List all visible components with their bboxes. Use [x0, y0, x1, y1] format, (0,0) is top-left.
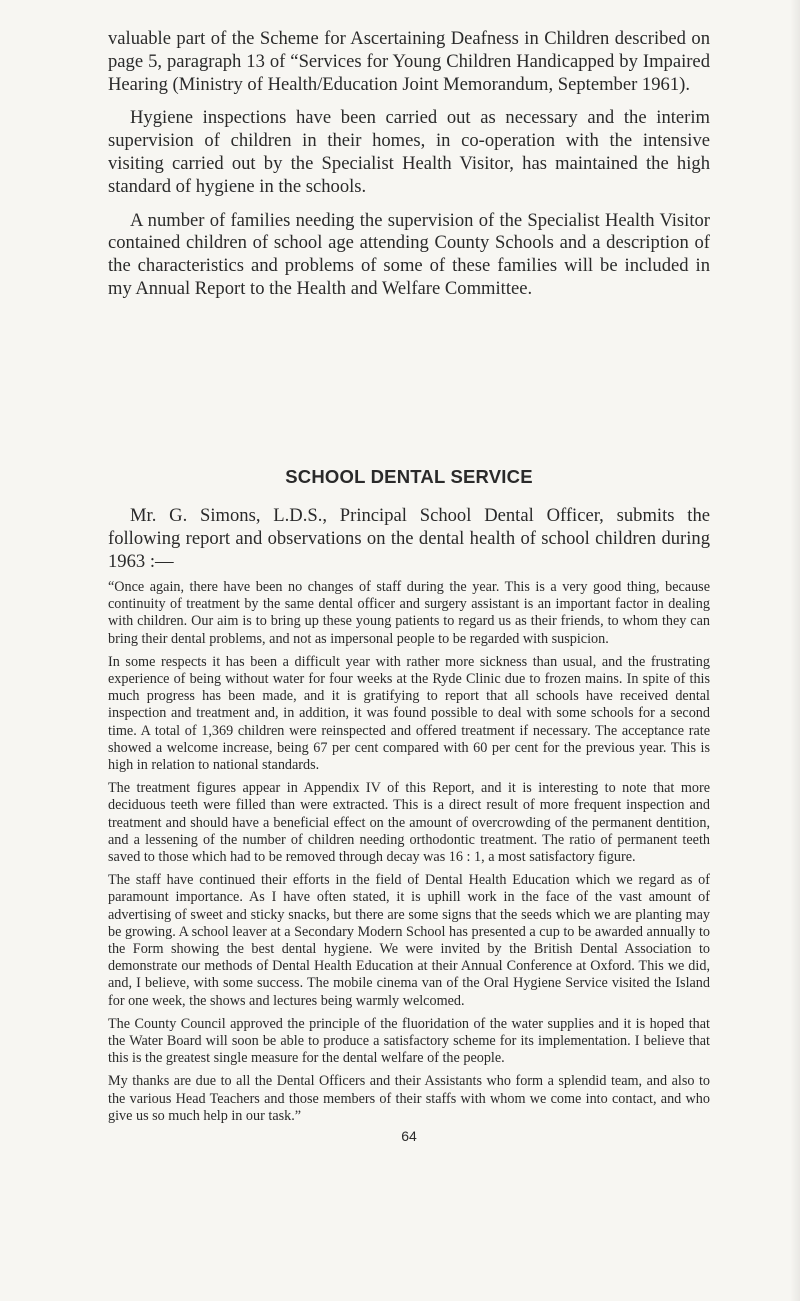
report-paragraph-thanks: My thanks are due to all the Dental Officers and their Assistants who form a splendid team, and also to the various Head Teachers and those members of their staffs with whom we come into contact, and who give us so much help in our task.” [108, 1073, 710, 1124]
paragraph-hygiene-inspections: Hygiene inspections have been carried out as necessary and the interim supervision of children in their homes, in co-operation with the intensive visiting carried out by the Specialist Health Visitor, has maintained the high standard of hygiene in the schools. [108, 107, 710, 197]
intro-paragraph: Mr. G. Simons, L.D.S., Principal School Dental Officer, submits the following report and observations on the dental health of school children during 1963 :— [108, 505, 710, 572]
report-paragraph-health-education: The staff have continued their efforts in the field of Dental Health Education which we regard as of paramount importance. As I have often stated, it is uphill work in the face of the vast amount of advertising of sweet and sticky snacks, but there are some signs that the seeds which we are planting may be growing. A school leaver at a Secondary Modern School has presented a cup to be awarded annually to the Form showing the best dental hygiene. We were invited by the British Dental Association to demonstrate our methods of Dental Health Education at their Annual Conference at Oxford. This we did, and, I believe, with some success. The mobile cinema van of the Oral Hygiene Service visited the Island for one week, the shows and lectures being warmly welcomed. [108, 872, 710, 1009]
opening-text [108, 28, 710, 301]
paragraph-specialist-health-visitor: A number of families needing the supervision of the Specialist Health Visitor contained children of school age attending County Schools and a description of the characteristics and problems of some of these families will be included in my Annual Report to the Health and Welfare Committee. [108, 209, 710, 299]
page-number: 64 [401, 1128, 417, 1144]
report-paragraph-difficult-year: In some respects it has been a difficult year with rather more sickness than usual, and the frustrating experience of being without water for four weeks at the Ryde Clinic due to frozen mains. In spite of this much progress has been made, and it is gratifying to report that all schools have received dental inspection and treatment and, in addition, it was found possible to deal with some schools for a second time. A total of 1,369 children were reinspected and offered treatment if necessary. The acceptance rate showed a welcome increase, being 67 per cent compared with 60 per cent for the previous year. This is high in relation to national standards. [108, 653, 710, 774]
section-intro [108, 505, 710, 573]
section-heading: SCHOOL DENTAL SERVICE [285, 466, 533, 487]
dental-report-quote [108, 579, 710, 1125]
report-paragraph-staff: “Once again, there have been no changes of staff during the year. This is a very good thing, because continuity of treatment by the same dental officer and surgery assistant is an important factor in dealing with children. Our aim is to bring up these young patients to regard us as their friends, to whom they can bring their dental problems, and not as impersonal people to be regarded with suspicion. [108, 579, 710, 647]
report-paragraph-treatment-figures: The treatment figures appear in Appendix IV of this Report, and it is interesting to note that more deciduous teeth were filled than were extracted. This is a direct result of more frequent inspection and treatment and should have a beneficial effect on the amount of overcrowding of the permanent dentition, and a lessening of the number of children needing orthodontic treatment. The ratio of permanent teeth saved to those which had to be removed through decay was 16 : 1, a most satisfactory figure. [108, 780, 710, 866]
paragraph-deafness-scheme: valuable part of the Scheme for Ascertaining Deafness in Children described on page 5, paragraph 13 of “Services for Young Children Handicapped by Impaired Hearing (Ministry of Health/Education Joint Memorandum, September 1961). [108, 28, 710, 95]
report-paragraph-fluoridation: The County Council approved the principle of the fluoridation of the water supplies and it is hoped that the Water Board will soon be able to produce a satisfactory scheme for its implementation. I believe that this is the greatest single measure for the dental welfare of the people. [108, 1015, 710, 1067]
page-edge-shadow [790, 0, 800, 1301]
